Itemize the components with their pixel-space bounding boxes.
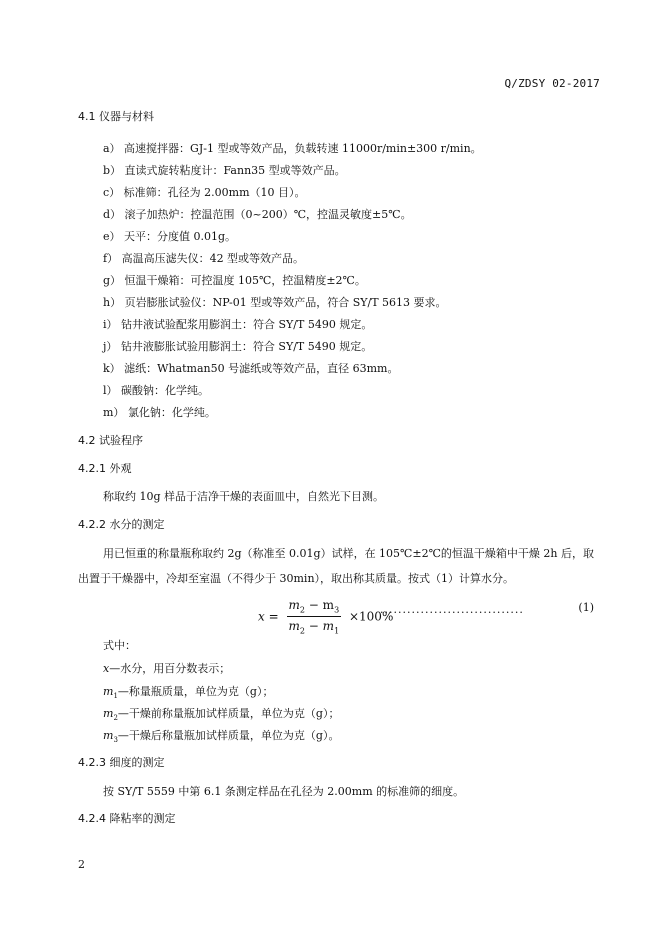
list-item: e） 天平：分度值 0.01g。 [103,230,237,243]
formula-times: ×100% [348,609,394,624]
definition-x: x—水分，用百分数表示； [103,662,231,675]
formula-lhs: x [258,609,265,624]
formula-fraction [287,598,342,636]
list-item: h） 页岩膨胀试验仪：NP-01 型或等效产品，符合 SY/T 5613 要求。 [103,296,447,309]
section-4-2-1-title: 4.2.1 外观 [78,462,132,475]
document-code: Q/ZDSY 02-2017 [504,77,600,90]
moisture-paragraph-line2: 出置于干燥器中，冷却至室温（不得少于 30min），取出称其质量。按式（1）计算水分。 [78,572,515,585]
list-item: l） 碳酸钠：化学纯。 [103,384,210,397]
formula-equals: = [268,609,279,624]
definition-m2: $m_2—$干燥前称量瓶加试样质量，单位为克（g）； [103,707,340,723]
formula-leader-dots: ................................ [380,603,524,616]
page-number: 2 [78,858,85,871]
formula-numerator: $m_2 - m_3$ [287,598,342,617]
list-item: f） 高温高压滤失仪：42 型或等效产品。 [103,252,305,265]
appearance-paragraph: 称取约 10g 样品于洁净干燥的表面皿中，自然光下目测。 [103,490,385,503]
section-4-1-title: 4.1 仪器与材料 [78,110,154,123]
section-4-2-title: 4.2 试验程序 [78,434,143,447]
moisture-formula [258,598,393,636]
list-item: g） 恒温干燥箱：可控温度 105℃，控温精度±2℃。 [103,274,366,287]
section-4-2-4-title: 4.2.4 降粘率的测定 [78,812,176,825]
list-item: b） 直读式旋转粘度计：Fann35 型或等效产品。 [103,164,346,177]
list-item: m） 氯化钠：化学纯。 [103,406,216,419]
list-item: j） 钻井液膨胀试验用膨润土：符合 SY/T 5490 规定。 [103,340,373,353]
formula-denominator: $m_2 - m_1$ [288,619,340,636]
definition-m3: $m_3—$干燥后称量瓶加试样质量，单位为克（g）。 [103,729,340,745]
where-label: 式中： [103,639,136,652]
definition-m1: $m_1—$称量瓶质量，单位为克（g）； [103,685,274,701]
list-item: c） 标准筛：孔径为 2.00mm（10 目）。 [103,186,306,199]
list-item: a） 高速搅拌器：GJ-1 型或等效产品，负载转速 11000r/min±300 r/min。 [103,142,482,155]
list-item: i） 钻井液试验配浆用膨润土：符合 SY/T 5490 规定。 [103,318,373,331]
moisture-paragraph-line1: 用已恒重的称量瓶称取约 2g（称准至 0.01g）试样，在 105℃±2℃的恒温干燥箱中干燥 2h 后，取 [103,547,594,560]
list-item: d） 滚子加热炉：控温范围（0~200）℃，控温灵敏度±5℃。 [103,208,412,221]
fineness-paragraph: 按 SY/T 5559 中第 6.1 条测定样品在孔径为 2.00mm 的标准筛的细度。 [103,785,465,798]
section-4-2-2-title: 4.2.2 水分的测定 [78,518,165,531]
section-4-2-3-title: 4.2.3 细度的测定 [78,756,165,769]
formula-number: (1) [578,601,594,614]
list-item: k） 滤纸：Whatman50 号滤纸或等效产品，直径 63mm。 [103,362,399,375]
